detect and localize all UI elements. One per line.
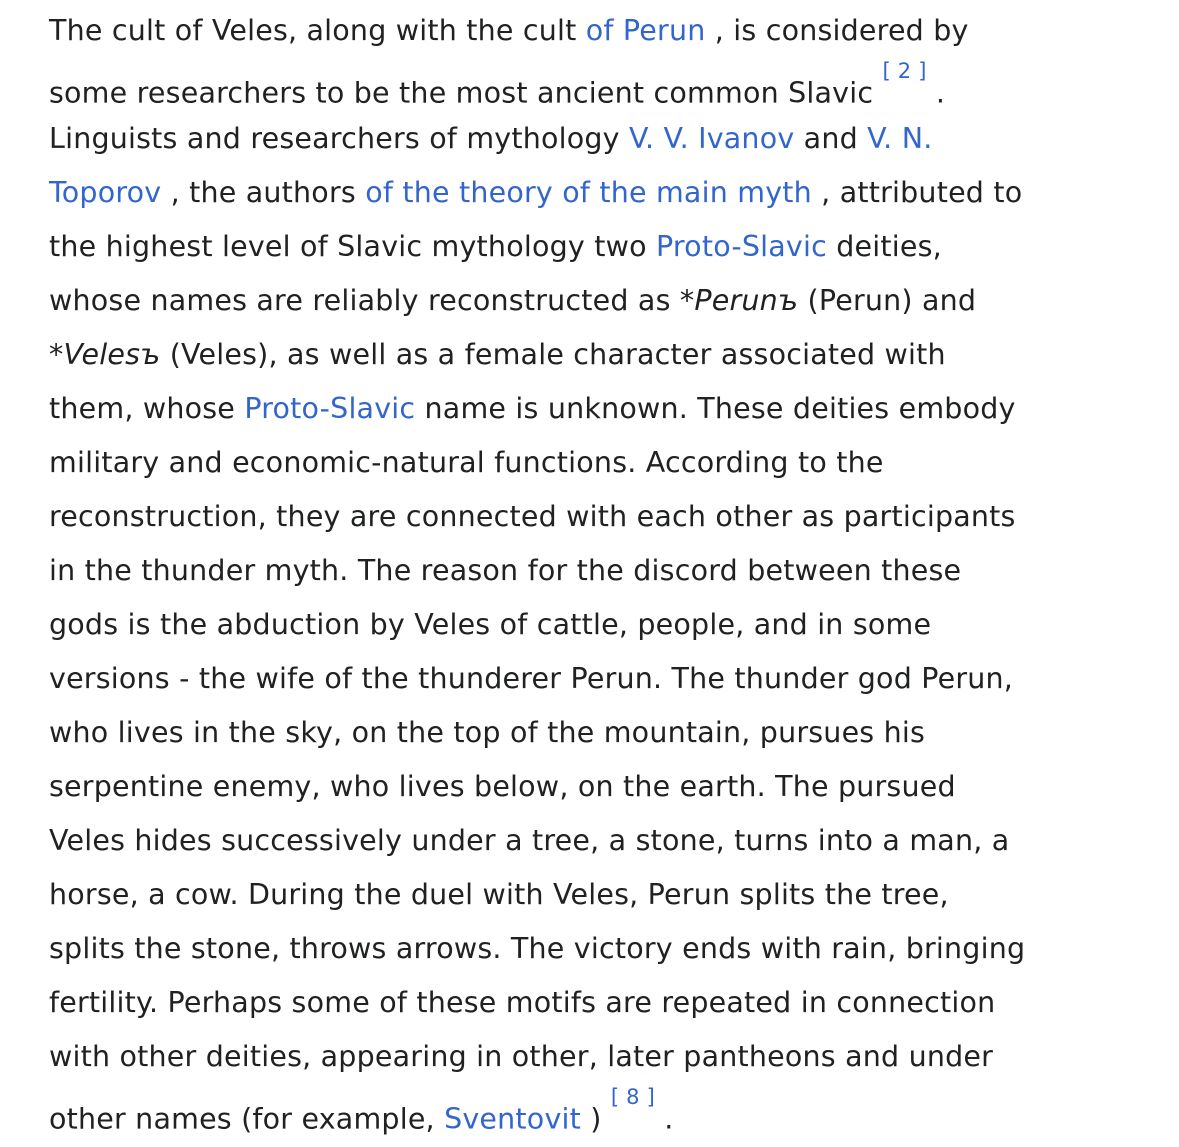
text-run: deities,	[836, 230, 942, 263]
text-run: , is considered by	[714, 14, 969, 47]
text-run: the highest level of Slavic mythology two	[49, 230, 647, 263]
text-run: The cult of Veles, along with the cult	[49, 14, 577, 47]
text-run: whose names are reliably reconstructed as	[49, 284, 671, 317]
text-line: who lives in the sky, on the top of the mountain, pursues his	[49, 716, 926, 749]
link-sventovit[interactable]: Sventovit	[444, 1102, 582, 1136]
link-perun[interactable]: of Perun	[585, 14, 706, 47]
link-proto-slavic[interactable]: Proto-Slavic	[656, 230, 827, 263]
text-line	[49, 112, 1149, 166]
link-main-myth-theory[interactable]: of the theory of the main myth	[365, 176, 812, 209]
text-line	[49, 166, 1149, 220]
text-line	[49, 58, 1149, 112]
text-run: .	[935, 76, 946, 110]
text-line: fertility. Perhaps some of these motifs are repeated in connection	[49, 986, 996, 1019]
citation-8[interactable]: [ 8 ]	[610, 1085, 655, 1109]
link-ivanov[interactable]: V. V. Ivanov	[629, 122, 795, 155]
text-line: splits the stone, throws arrows. The victory ends with rain, bringing	[49, 932, 1026, 965]
italic-perun: *Perunъ	[679, 284, 799, 317]
citation-2[interactable]: [ 2 ]	[882, 59, 927, 83]
text-line: serpentine enemy, who lives below, on the earth. The pursued	[49, 770, 956, 803]
text-run: Linguists and researchers of mythology	[49, 122, 620, 155]
text-line: versions - the wife of the thunderer Perun. The thunder god Perun,	[49, 662, 1014, 695]
text-line: reconstruction, they are connected with each other as participants	[49, 500, 1016, 533]
text-run: , the authors	[170, 176, 356, 209]
article-paragraph	[49, 4, 1149, 1138]
text-line: Veles hides successively under a tree, a stone, turns into a man, a	[49, 824, 1010, 857]
text-line	[49, 4, 1149, 58]
text-run: name is unknown. These deities embody	[424, 392, 1016, 425]
text-run: (Veles), as well as a female character associated with	[169, 338, 946, 371]
text-run: some researchers to be the most ancient common Slavic	[49, 76, 874, 110]
text-run: other names (for example,	[49, 1102, 435, 1136]
link-toporov[interactable]: V. N.	[867, 122, 933, 155]
text-run: )	[590, 1102, 602, 1136]
link-proto-slavic[interactable]: Proto-Slavic	[244, 392, 416, 425]
text-line	[49, 1084, 1149, 1138]
text-run: (Perun) and	[807, 284, 977, 317]
text-line: with other deities, appearing in other, later pantheons and under	[49, 1040, 994, 1073]
text-line	[49, 220, 1149, 274]
text-run: and	[803, 122, 858, 155]
text-line: military and economic-natural functions. According to the	[49, 446, 884, 479]
link-toporov[interactable]: Toporov	[49, 176, 162, 209]
text-run: them, whose	[49, 392, 236, 425]
text-line: gods is the abduction by Veles of cattle, people, and in some	[49, 608, 932, 641]
text-line: in the thunder myth. The reason for the discord between these	[49, 554, 962, 587]
text-line	[49, 382, 1149, 436]
text-line: horse, a cow. During the duel with Veles, Perun splits the tree,	[49, 878, 949, 911]
text-line	[49, 328, 1149, 382]
italic-veles: *Velesъ	[49, 338, 161, 371]
text-line	[49, 274, 1149, 328]
text-run: .	[664, 1102, 674, 1136]
text-run: , attributed to	[821, 176, 1023, 209]
